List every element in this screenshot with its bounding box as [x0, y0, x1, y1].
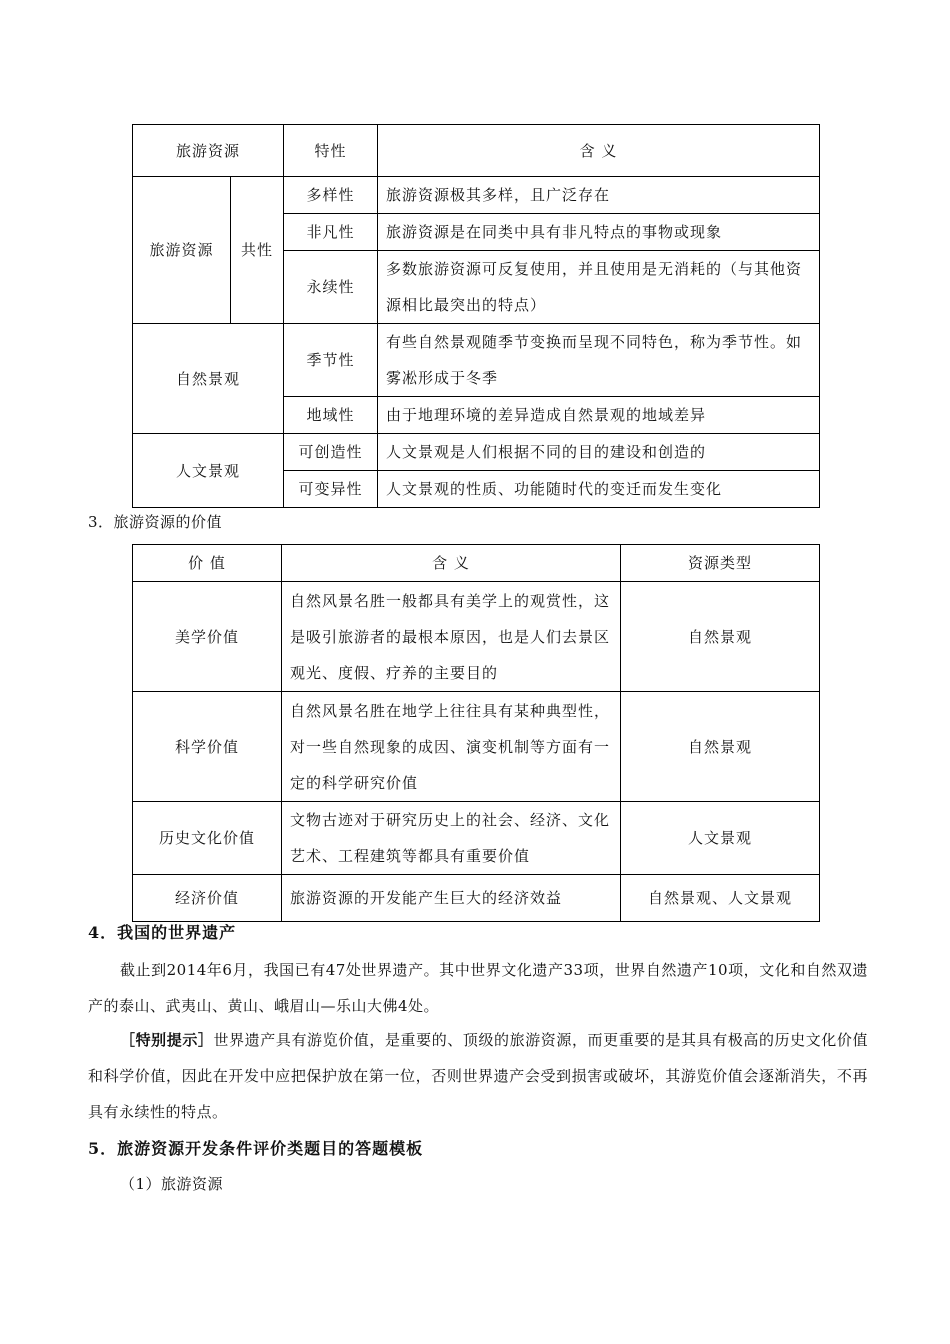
- meaning-cell: 旅游资源是在同类中具有非凡特点的事物或现象: [378, 214, 820, 251]
- header-trait: 特性: [284, 125, 378, 177]
- trait-cell: 地域性: [284, 397, 378, 434]
- special-tip-text: 世界遗产具有游览价值，是重要的、顶级的旅游资源，而更重要的是其具有极高的历史文化价值和科学价值，因此在开发中应把保护放在第一位，否则世界遗产会受到损害或破坏，其游览价值会逐渐消失，不再具有永续性的特点。: [88, 1031, 868, 1121]
- header-resource: 旅游资源: [133, 125, 284, 177]
- header-meaning: 含 义: [282, 545, 621, 582]
- tourism-resource-value-table: [132, 544, 820, 922]
- type-cell: 自然景观: [621, 582, 820, 692]
- meaning-cell: 文物古迹对于研究历史上的社会、经济、文化艺术、工程建筑等都具有重要价值: [282, 802, 621, 875]
- type-cell: 自然景观、人文景观: [621, 875, 820, 922]
- value-cell: 经济价值: [133, 875, 282, 922]
- header-meaning: 含 义: [378, 125, 820, 177]
- value-cell: 历史文化价值: [133, 802, 282, 875]
- special-tip-paragraph: [88, 1022, 868, 1130]
- section-3-title: 3．旅游资源的价值: [88, 513, 223, 531]
- header-value: 价 值: [133, 545, 282, 582]
- meaning-cell: 有些自然景观随季节变换而呈现不同特色，称为季节性。如雾凇形成于冬季: [378, 324, 820, 397]
- meaning-cell: 自然风景名胜一般都具有美学上的观赏性，这是吸引旅游者的最根本原因，也是人们去景区观光、度假、疗养的主要目的: [282, 582, 621, 692]
- trait-cell: 非凡性: [284, 214, 378, 251]
- group-resource-label: 旅游资源: [133, 177, 231, 324]
- header-type: 资源类型: [621, 545, 820, 582]
- meaning-cell: 旅游资源的开发能产生巨大的经济效益: [282, 875, 621, 922]
- section-5-title: 5．旅游资源开发条件评价类题目的答题模板: [88, 1139, 424, 1158]
- tourism-resource-traits-table: [132, 124, 820, 508]
- type-cell: 自然景观: [621, 692, 820, 802]
- trait-cell: 可创造性: [284, 434, 378, 471]
- type-cell: 人文景观: [621, 802, 820, 875]
- meaning-cell: 人文景观是人们根据不同的目的建设和创造的: [378, 434, 820, 471]
- trait-cell: 季节性: [284, 324, 378, 397]
- special-tip-label: ［特别提示］: [120, 1031, 214, 1049]
- section-4-paragraph: 截止到2014年6月，我国已有47处世界遗产。其中世界文化遗产33项，世界自然遗产10项，文化和自然双遗产的泰山、武夷山、黄山、峨眉山—乐山大佛4处。: [88, 961, 868, 1015]
- meaning-cell: 多数旅游资源可反复使用，并且使用是无消耗的（与其他资源相比最突出的特点）: [378, 251, 820, 324]
- meaning-cell: 旅游资源极其多样，且广泛存在: [378, 177, 820, 214]
- section-4-title: 4．我国的世界遗产: [88, 923, 237, 942]
- section-5-sub1: （1）旅游资源: [120, 1175, 224, 1193]
- group-common-label: 共性: [231, 177, 284, 324]
- value-cell: 美学价值: [133, 582, 282, 692]
- meaning-cell: 自然风景名胜在地学上往往具有某种典型性，对一些自然现象的成因、演变机制等方面有一定的科学研究价值: [282, 692, 621, 802]
- group-human-label: 人文景观: [133, 434, 284, 508]
- meaning-cell: 由于地理环境的差异造成自然景观的地域差异: [378, 397, 820, 434]
- value-cell: 科学价值: [133, 692, 282, 802]
- trait-cell: 永续性: [284, 251, 378, 324]
- group-natural-label: 自然景观: [133, 324, 284, 434]
- meaning-cell: 人文景观的性质、功能随时代的变迁而发生变化: [378, 471, 820, 508]
- trait-cell: 可变异性: [284, 471, 378, 508]
- trait-cell: 多样性: [284, 177, 378, 214]
